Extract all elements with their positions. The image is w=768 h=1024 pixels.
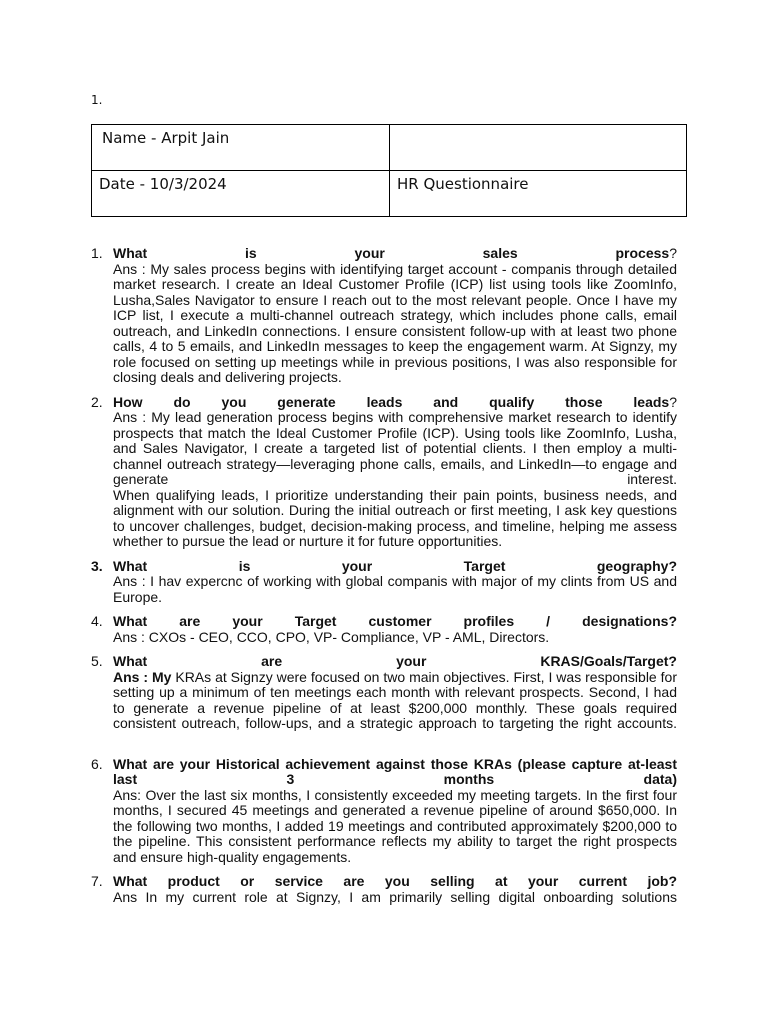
question-list (0, 246, 768, 914)
header-table (91, 124, 687, 217)
question-text: What are your Target customer profiles / designations? (113, 613, 677, 629)
question-number: 5. (91, 653, 103, 669)
page-number: 1. (91, 93, 103, 107)
question-text: What is your Target geography? (113, 557, 677, 574)
question-number: 1. (91, 245, 103, 261)
question-item (0, 559, 768, 606)
question-item (0, 874, 768, 905)
question-number: 3. (91, 557, 103, 574)
question-number: 2. (91, 393, 103, 410)
answer-text: Ans : My sales process begins with identifying target account - companis through detailed market research. I create an Ideal Customer Profile (ICP) list using tools like ZoomInfo, Lusha,Sales Navigator to ensure I reach out to the most relevant people. Once I have my ICP list, I execute a multi-channel outreach strategy, which includes phone calls, email outreach, and LinkedIn connections. I ensure consistent follow-up with at least two phone calls, 4 to 5 emails, and LinkedIn messages to keep the engagement warm. At Signzy, my role focused on setting up meetings while in previous positions, I was also responsible for closing deals and delivering projects. (113, 260, 677, 385)
question-text: What are your Historical achievement against those KRAs (please capture at-least last 3 months data) (113, 755, 677, 787)
answer-text: Ans In my current role at Signzy, I am primarily selling digital onboarding solutions (113, 888, 677, 905)
answer-text: Ans : My KRAs at Signzy were focused on two main objectives. First, I was responsible for setting up a minimum of ten meetings each month with relevant prospects. Second, I had to generate a revenue pipeline of at least $200,000 monthly. These goals required consistent outreach, follow-ups, and a strategic approach to targeting the right accounts. (113, 668, 677, 731)
question-number: 4. (91, 613, 103, 629)
date-cell: Date - 10/3/2024 (92, 171, 390, 217)
question-item (0, 614, 768, 645)
question-item (0, 757, 768, 866)
doc-title-cell: HR Questionnaire (390, 171, 687, 217)
name-cell: Name - Arpit Jain (92, 125, 390, 171)
question-text: What is your sales process? (113, 245, 677, 261)
answer-text: Ans : CXOs - CEO, CCO, CPO, VP- Compliance, VP - AML, Directors. (113, 628, 550, 645)
answer-text: Ans : My lead generation process begins with comprehensive market research to identify prospects that match the Ideal Customer Profile (ICP). Using tools like ZoomInfo, Lusha, and Sales Navigator, I create a targeted list of potential clients. I then employ a multi-channel outreach strategy—leveraging phone calls, emails, and LinkedIn—to engage and generate interest. (113, 409, 677, 487)
question-text: How do you generate leads and qualify those leads? (113, 393, 677, 410)
question-item (0, 654, 768, 748)
answer-text: Ans: Over the last six months, I consistently exceeded my meeting targets. In the first four months, I secured 45 meetings and generated a revenue pipeline of around $650,000. In the following two months, I added 19 meetings and contributed approximately $200,000 to the pipeline. This consistent performance reflects my ability to target the right prospects and ensure high-quality engagements. (113, 786, 677, 865)
empty-cell (390, 125, 687, 171)
answer-text: Ans : I hav expercnc of working with global companis with major of my clints from US and Europe. (113, 573, 677, 605)
question-text: What product or service are you selling at your current job? (113, 873, 677, 889)
question-item (0, 246, 768, 386)
question-item (0, 395, 768, 550)
question-text: What are your KRAS/Goals/Target? (113, 653, 677, 669)
question-number: 7. (91, 873, 103, 889)
answer-text-continued: When qualifying leads, I prioritize understanding their pain points, business needs, and alignment with our solution. During the initial outreach or first meeting, I ask key questions to uncover challenges, budget, decision-making process, and timeline, helping me assess whether to pursue the lead or nurture it for future opportunities. (113, 486, 677, 549)
question-number: 6. (91, 755, 103, 772)
